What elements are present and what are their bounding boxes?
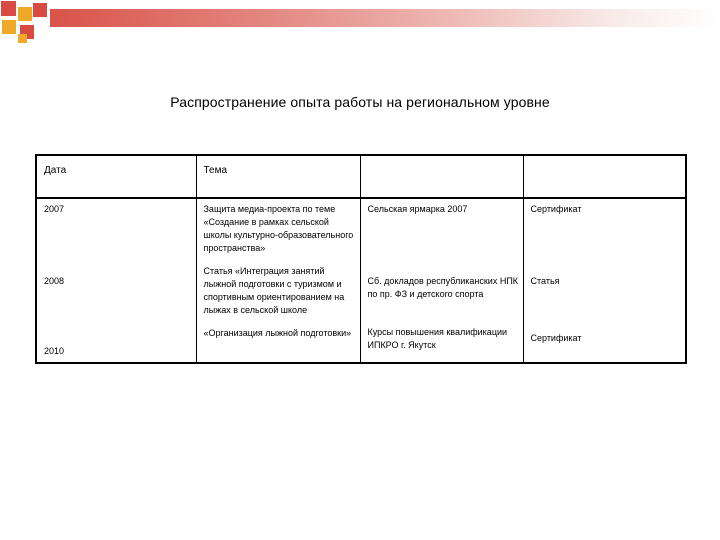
header-cell-result — [523, 155, 686, 198]
decor-square — [2, 20, 16, 34]
year-2010: 2010 — [44, 346, 65, 356]
event-2008: Сб. докладов республиканских НПК по пр. ФЗ и детского спорта — [367, 276, 519, 299]
slide-title: Распространение опыта работы на региональном уровне — [170, 94, 550, 110]
header-cell-date: Дата — [36, 155, 196, 198]
topic-2008: Статья «Интеграция занятий лыжной подготовки с туризмом и спортивным ориентированием на лыжах в сельской школе — [203, 266, 345, 315]
topic-2010: «Организация лыжной подготовки» — [203, 328, 352, 338]
result-column — [523, 198, 686, 363]
decor-square — [33, 3, 47, 17]
topic-2007: Защита медиа-проекта по теме «Создание в рамках сельской школы культурно-образовательного пространства» — [203, 204, 354, 253]
result-2008: Статья — [530, 276, 560, 286]
header-cell-event — [360, 155, 523, 198]
date-column — [36, 198, 196, 363]
table-body-row — [36, 198, 686, 363]
topic-column — [196, 198, 360, 363]
year-2008: 2008 — [44, 276, 65, 286]
event-2007: Сельская ярмарка 2007 — [367, 204, 468, 214]
result-2007: Сертификат — [530, 204, 582, 214]
experience-table — [35, 154, 687, 364]
event-column — [360, 198, 523, 363]
header-cell-topic: Тема — [196, 155, 360, 198]
year-2007: 2007 — [44, 204, 65, 214]
result-2010: Сертификат — [530, 333, 582, 343]
decor-square — [18, 34, 27, 43]
table-header-row — [36, 155, 686, 198]
decor-square — [1, 1, 16, 16]
decor-square — [18, 7, 32, 21]
header-gradient-bar — [50, 9, 720, 27]
event-2010: Курсы повышения квалификации ИПКРО г. Якутск — [367, 327, 508, 350]
